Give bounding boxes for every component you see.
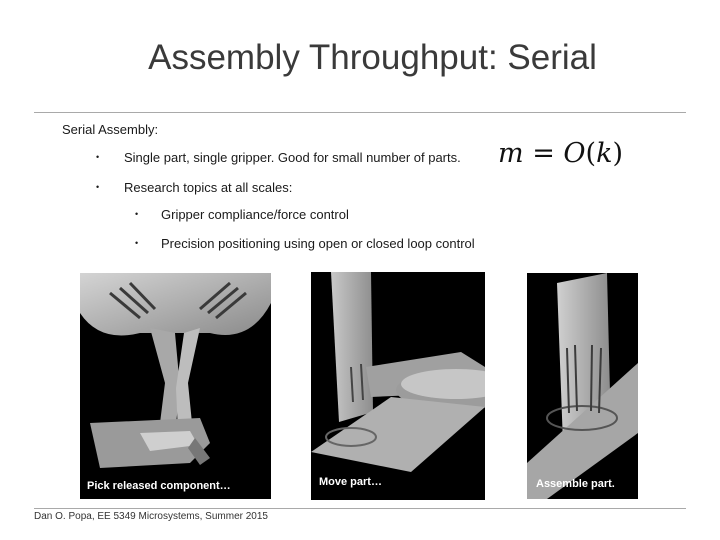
slide-footer: Dan O. Popa, EE 5349 Microsystems, Summer 2015	[34, 511, 268, 522]
bullet-dot: •	[135, 209, 139, 219]
bullet-single-part	[96, 150, 461, 165]
title-divider	[34, 112, 686, 113]
formula-equals: =	[523, 138, 564, 169]
formula-func: O	[563, 138, 586, 169]
footer-divider	[34, 508, 686, 509]
bullet-text: Single part, single gripper. Good for small number of parts.	[124, 150, 461, 165]
bullet-text: Research topics at all scales:	[124, 180, 293, 195]
caption-move: Move part…	[319, 476, 382, 488]
section-heading: Serial Assembly:	[62, 122, 159, 137]
bullet-dot: •	[96, 182, 100, 192]
slide-title: Assembly Throughput: Serial	[148, 38, 597, 77]
bullet-text: Gripper compliance/force control	[161, 207, 349, 222]
image-pick-component	[80, 273, 271, 499]
formula-close-paren: )	[612, 138, 624, 169]
sub-bullet-gripper	[135, 207, 349, 222]
bullet-dot: •	[135, 238, 139, 248]
bullet-text: Precision positioning using open or closed loop control	[161, 236, 475, 251]
sub-bullet-positioning	[135, 236, 475, 251]
assemble-render	[527, 273, 638, 499]
complexity-formula	[498, 138, 623, 169]
caption-assemble: Assemble part.	[536, 478, 615, 490]
formula-open-paren: (	[585, 138, 597, 169]
image-assemble-part	[527, 273, 638, 499]
image-move-part	[311, 272, 485, 500]
formula-arg: k	[596, 138, 613, 169]
formula-lhs: m	[498, 138, 524, 169]
bullet-research-topics	[96, 180, 293, 195]
caption-pick: Pick released component…	[87, 480, 231, 492]
move-render	[311, 272, 485, 500]
bullet-dot: •	[96, 152, 100, 162]
gripper-render	[80, 273, 271, 499]
